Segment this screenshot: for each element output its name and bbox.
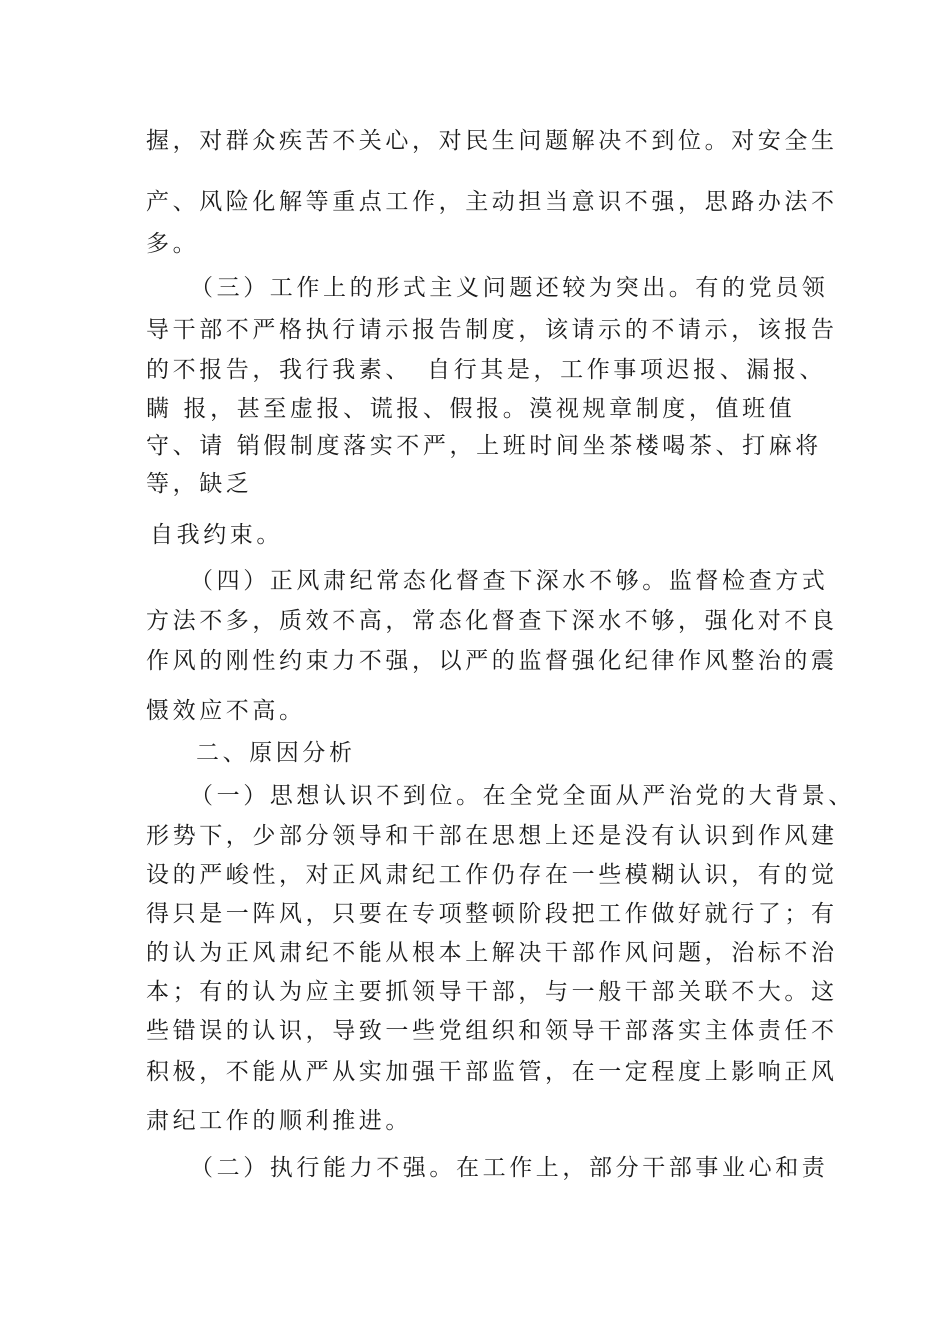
- text-line: 设的严峻性，对正风肃纪工作仍存在一些模糊认识，有的觉: [146, 862, 838, 888]
- text-line: 握，对群众疾苦不关心，对民生问题解决不到位。对安全生: [146, 128, 838, 154]
- text-line: 本；有的认为应主要抓领导干部，与一般干部关联不大。这: [146, 979, 838, 1005]
- text-line: 自我约束。: [150, 522, 283, 548]
- paragraph-heading: （四）正风肃纪常态化督查下深水不够。监督检查方式: [190, 568, 829, 594]
- text-line: 肃纪工作的顺利推进。: [146, 1108, 412, 1134]
- text-line: 慑效应不高。: [146, 698, 306, 724]
- text-line: 方法不多，质效不高，常态化督查下深水不够，强化对不良: [146, 608, 838, 634]
- text-line: 多。: [146, 231, 200, 257]
- paragraph-heading: （二）执行能力不强。在工作上，部分干部事业心和责: [190, 1155, 829, 1181]
- text-line: 作风的刚性约束力不强，以严的监督强化纪律作风整治的震: [146, 648, 838, 674]
- text-line: 积极，不能从严从实加强干部监管，在一定程度上影响正风: [146, 1059, 838, 1085]
- paragraph-heading: （三）工作上的形式主义问题还较为突出。有的党员领: [190, 275, 829, 301]
- section-heading: 二、原因分析: [196, 740, 356, 766]
- text-line: 瞒 报，甚至虚报、谎报、假报。漠视规章制度，值班值: [146, 396, 796, 422]
- text-line: 的认为正风肃纪不能从根本上解决干部作风问题，治标不治: [146, 940, 838, 966]
- paragraph-heading: （一）思想认识不到位。在全党全面从严治党的大背景、: [190, 783, 855, 809]
- text-line: 些错误的认识，导致一些党组织和领导干部落实主体责任不: [146, 1018, 838, 1044]
- text-line: 导干部不严格执行请示报告制度，该请示的不请示，该报告: [146, 317, 838, 343]
- text-line: 得只是一阵风，只要在专项整顿阶段把工作做好就行了；有: [146, 901, 838, 927]
- text-line: 等，缺乏: [146, 471, 253, 497]
- text-line: 守、请 销假制度落实不严，上班时间坐茶楼喝茶、打麻将: [146, 433, 822, 459]
- text-line: 形势下，少部分领导和干部在思想上还是没有认识到作风建: [146, 823, 838, 849]
- text-line: 的不报告，我行我素、 自行其是，工作事项迟报、漏报、: [146, 357, 827, 383]
- text-line: 产、风险化解等重点工作，主动担当意识不强，思路办法不: [146, 189, 838, 215]
